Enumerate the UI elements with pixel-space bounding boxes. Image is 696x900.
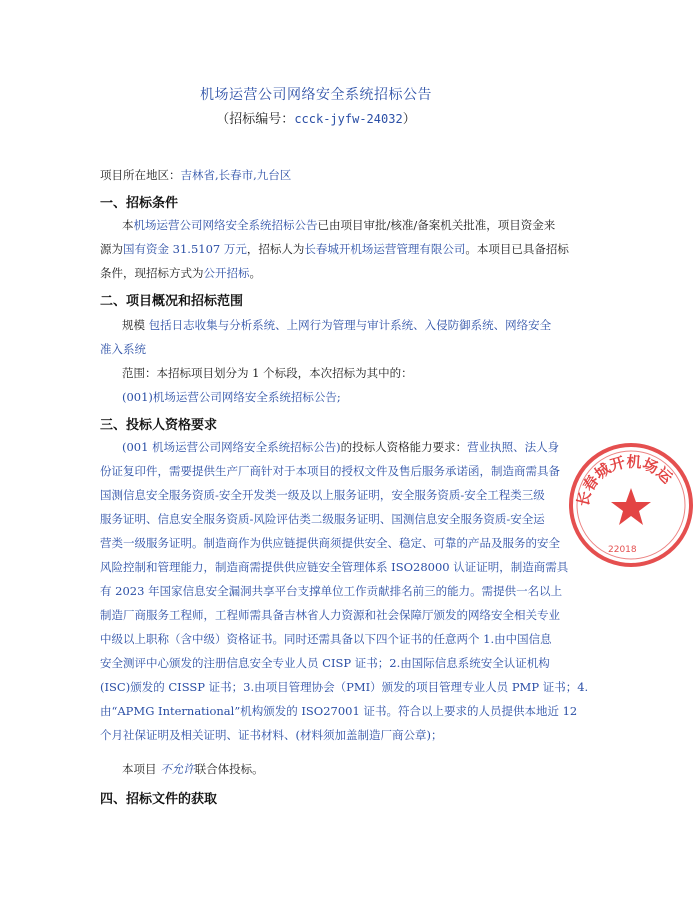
section-1-heading: 一、招标条件	[100, 196, 179, 211]
tender-number-prefix: （招标编号：	[216, 112, 295, 127]
text: 联合体投标。	[194, 762, 264, 776]
joint-bid-statement	[122, 758, 572, 780]
location-label: 项目所在地区：	[100, 168, 181, 182]
section-3-line: 份证复印件，需要提供生产厂商针对于本项目的授权文件及售后服务承诺函，制造商需具备	[100, 464, 560, 478]
section-2-lot: (001)机场运营公司网络安全系统招标公告;	[122, 390, 341, 404]
section-3-line: 安全测评中心颁发的注册信息安全专业人员 CISP 证书；2.由国际信息系统安全认证机构	[100, 656, 550, 670]
requirement-text: 营业执照、法人身	[467, 440, 560, 454]
text: 。	[249, 266, 261, 280]
section-3-line-1	[122, 436, 572, 458]
section-3-line: 制造厂商服务工程师，工程师需具备吉林省人力资源和社会保障厅颁发的网络安全相关专业	[100, 608, 560, 622]
section-3-heading: 三、投标人资格要求	[100, 418, 218, 433]
section-3-line: 个月社保证明及相关证明、证书材料、(材料须加盖制造厂商公章)；	[100, 728, 443, 742]
seal-number: 22018	[608, 545, 637, 555]
section-3-line: (ISC)颁发的 CISSP 证书；3.由项目管理协会（PMI）颁发的项目管理专业人员 PMP 证书；4.	[100, 680, 589, 694]
section-3-line: 由“APMG International”机构颁发的 ISO27001 证书。符合以上要求的人员提供本地近 12	[100, 704, 578, 718]
document-title: 机场运营公司网络安全系统招标公告	[200, 87, 432, 103]
section-3-line: 风险控制和管理能力，制造商需提供供应链安全管理体系 ISO28000 认证证明，制造商需具	[100, 560, 569, 574]
text: 规模	[122, 318, 145, 332]
tender-number-code: ccck-jyfw-24032	[294, 112, 403, 126]
section-1-line-1	[122, 214, 572, 236]
text: 已由项目审批/核准/备案机关批准，项目资金来	[317, 218, 556, 232]
text: ，招标人为	[246, 242, 305, 256]
text: 源为	[100, 242, 123, 256]
section-3-line: 中级以上职称（含中级）资格证书。同时还需具备以下四个证书的任意两个 1.由中国信息	[100, 632, 552, 646]
text: 条件，现招标方式为	[100, 266, 204, 280]
section-2-heading: 二、项目概况和招标范围	[100, 294, 244, 309]
section-1-line-3	[100, 262, 550, 284]
section-3-line: 有 2023 年国家信息安全漏洞共享平台支撑单位工作贡献排名前三的能力。需提供一名以上	[100, 584, 563, 598]
section-1-line-2	[100, 238, 569, 260]
tender-number-suffix: ）	[402, 112, 416, 127]
tender-number	[0, 108, 632, 127]
text: 本项目	[122, 762, 157, 776]
joint-bid-value: 不允许	[160, 762, 195, 776]
lot-name: (001 机场运营公司网络安全系统招标公告)	[122, 440, 341, 454]
section-2-range: 范围：本招标项目划分为 1 个标段，本次招标为其中的：	[122, 366, 413, 380]
scale-value: 包括日志收集与分析系统、上网行为管理与审计系统、入侵防御系统、网络安全	[148, 318, 552, 332]
text: 的投标人资格能力要求：	[340, 440, 468, 454]
company-seal-icon	[566, 440, 696, 570]
tender-method: 公开招标	[203, 266, 250, 280]
location-value: 吉林省,长春市,九台区	[180, 168, 292, 182]
section-3-line: 营类一级服务证明。制造商作为供应链提供商须提供安全、稳定、可靠的产品及服务的安全	[100, 536, 560, 550]
section-3-line: 国测信息安全服务资质-安全开发类一级及以上服务证明，安全服务资质-安全工程类三级	[100, 488, 545, 502]
fund-source: 国有资金 31.5107 万元	[123, 242, 247, 256]
section-3-line: 服务证明、信息安全服务资质-风险评估类二级服务证明、国测信息安全服务资质-安全运	[100, 512, 545, 526]
text: 。本项目已具备招标	[465, 242, 569, 256]
text: 本	[122, 218, 134, 232]
section-2-scale-line-2: 准入系统	[100, 342, 146, 356]
project-location	[100, 164, 550, 186]
section-4-heading: 四、招标文件的获取	[100, 792, 218, 807]
seal-text: 长春城开机场运	[573, 452, 676, 509]
tenderer-name: 长春城开机场运营管理有限公司	[304, 242, 466, 256]
section-2-scale-line-1	[122, 314, 572, 336]
project-name: 机场运营公司网络安全系统招标公告	[133, 218, 318, 232]
